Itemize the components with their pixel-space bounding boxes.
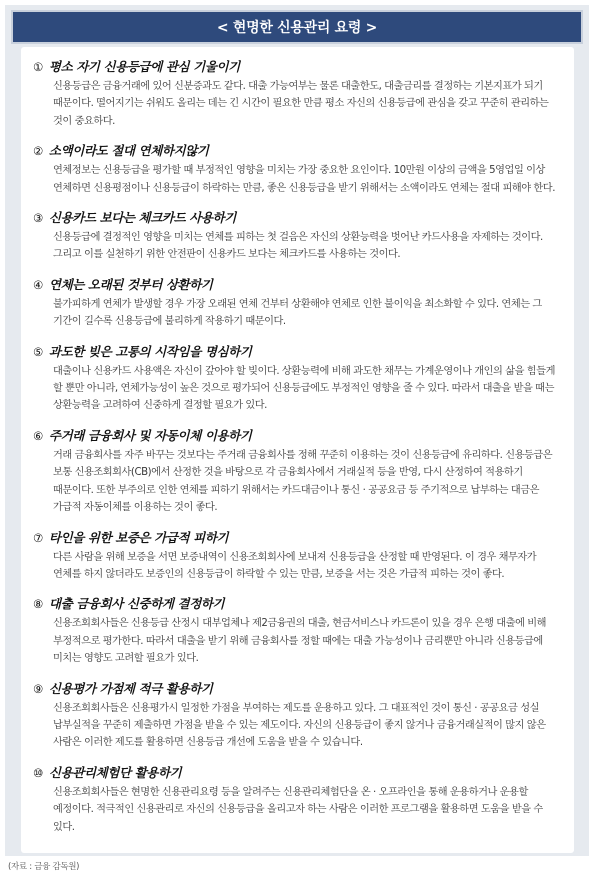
tip-title: ⑧ 대출 금융회사 신중하게 결정하기	[33, 596, 225, 612]
tips-list	[21, 47, 574, 853]
tip-number: ⑩	[33, 765, 43, 780]
tip-number: ①	[33, 60, 43, 74]
source-note: (자료 : 금융 감독원)	[8, 862, 80, 872]
tip-title: ⑤ 과도한 빚은 고통의 시작임을 명심하기	[33, 343, 252, 359]
tip-item	[33, 141, 562, 197]
tip-body: 신용조회회사들은 현명한 신용관리요령 등을 알려주는 신용관리체험단을 온 · 오프라인을 통해 운용하거나 운용할 예정이다. 적극적인 신용관리로 자신의 신용등급을 올리고자 하는 사람은 이러한 프로그램을 활용하면 도움을 받을 수 있다.	[53, 786, 543, 833]
tip-title: ③ 신용카드 보다는 체크카드 사용하기	[33, 210, 236, 226]
tip-item	[33, 342, 562, 415]
tip-item	[33, 426, 562, 517]
tip-item	[33, 594, 562, 667]
panel-header	[11, 10, 583, 44]
tip-title: ⑥ 주거래 금융회사 및 자동이체 이용하기	[33, 427, 252, 443]
guide-panel	[5, 5, 589, 856]
tip-number: ⑧	[33, 597, 43, 612]
tip-number: ③	[33, 211, 43, 226]
tip-body: 신용조회회사들은 신용등급 산정시 대부업체나 제2금융권의 대출, 현금서비스나 카드론이 있을 경우 은행 대출에 비해 부정적으로 평가한다. 따라서 대출을 받기 위해 금융회사를 정할 때에는 대출 가능성이나 금리뿐만 아니라 신용등급에 미치는 영향도 고려할 필요가 있다.	[53, 618, 547, 665]
tip-number: ④	[33, 277, 43, 292]
tip-body: 연체정보는 신용등급을 평가할 때 부정적인 영향을 미치는 가장 중요한 요인이다. 10만원 이상의 금액을 5영업일 이상 연체하면 신용평점이나 신용등급이 하락하는 만큼, 좋은 신용등급을 받기 위해서는 소액이라도 연체는 절대 피해야 한다.	[53, 165, 555, 194]
tip-title: ⑨ 신용평가 가점제 적극 활용하기	[33, 680, 213, 696]
tip-item	[33, 528, 562, 584]
tip-body: 거래 금융회사를 자주 바꾸는 것보다는 주거래 금융회사를 정해 꾸준히 이용하는 것이 신용등급에 유리하다. 신용등급은 보통 신용조회회사(CB)에서 산정한 것을 바탕으로 각 금융회사에서 거래실적 등을 반영, 다시 산정하여 적용하기 때문이다. 또한 부주의로 인한 연체를 피하기 위해서는 카드대금이나 통신 · 공공요금 등 주기적으로 납부하는 대금은 가급적 자동이체를 이용하는 것이 좋다.	[53, 449, 553, 514]
tip-body: 불가피하게 연체가 발생할 경우 가장 오래된 연체 건부터 상환해야 연체로 인한 불이익을 최소화할 수 있다. 연체는 그 기간이 길수록 신용등급에 불리하게 작용하기 때문이다.	[53, 298, 542, 328]
tip-body: 다른 사람을 위해 보증을 서면 보증내역이 신용조회회사에 보내져 신용등급을 산정할 때 반영된다. 이 경우 채무자가 연체를 하지 않더라도 보증인의 신용등급이 하락할 수 있는 만큼, 보증을 서는 것은 가급적 피하는 것이 좋다.	[53, 551, 537, 580]
tip-number: ⑨	[33, 681, 43, 696]
tip-body: 신용조회회사들은 신용평가시 일정한 가점을 부여하는 제도를 운용하고 있다. 그 대표적인 것이 통신 · 공공요금 성실 납부실적을 꾸준히 제출하면 가점을 받을 수 있는 제도이다. 자신의 신용등급이 좋지 않거나 금융거래실적이 많지 않은 사람은 이러한 제도를 활용하면 신용등급 개선에 도움을 받을 수 있습니다.	[53, 702, 546, 749]
tip-body: 신용등급에 결정적인 영향을 미치는 연체를 피하는 첫 걸음은 자신의 상환능력을 벗어난 카드사용을 자제하는 것이다. 그리고 이를 실천하기 위한 안전판이 신용카드 보다는 체크카드를 사용하는 것이다.	[53, 232, 543, 261]
tip-title: ⑦ 타인을 위한 보증은 가급적 피하기	[33, 529, 229, 545]
tip-title: ⑩ 신용관리체험단 활용하기	[33, 764, 182, 780]
tip-item	[33, 679, 562, 752]
tip-item	[33, 208, 562, 264]
panel-title: < 현명한 신용관리 요령 >	[216, 20, 378, 36]
tip-item	[33, 275, 562, 331]
tip-title: ④ 연체는 오래된 것부터 상환하기	[33, 276, 213, 292]
tip-title: ② 소액이라도 절대 연체하지않기	[33, 143, 209, 159]
tip-number: ⑤	[33, 344, 43, 359]
tip-title: ① 평소 자기 신용등급에 관심 기울이기	[33, 59, 240, 74]
tip-item	[33, 57, 562, 130]
tip-item	[33, 763, 562, 836]
tip-body: 대출이나 신용카드 사용액은 자신이 갚아야 할 빚이다. 상환능력에 비해 과도한 채무는 가계운영이나 개인의 삶을 힘들게 할 뿐만 아니라, 연체가능성이 높은 것으로 평가되어 신용등급에도 부정적인 영향을 줄 수 있다. 따라서 대출을 받을 때는 상환능력을 고려하여 신중하게 결정할 필요가 있다.	[53, 365, 555, 412]
tip-number: ⑥	[33, 428, 43, 443]
tip-body: 신용등급은 금융거래에 있어 신분증과도 같다. 대출 가능여부는 물론 대출한도, 대출금리를 결정하는 기본지표가 되기 때문이다. 떨어지기는 쉬워도 올리는 데는 긴 시간이 필요한 만큼 평소 자신의 신용등급에 관심을 갖고 꾸준히 관리하는 것이 중요하다.	[53, 81, 549, 127]
tip-number: ②	[33, 144, 43, 159]
tip-number: ⑦	[33, 530, 43, 545]
